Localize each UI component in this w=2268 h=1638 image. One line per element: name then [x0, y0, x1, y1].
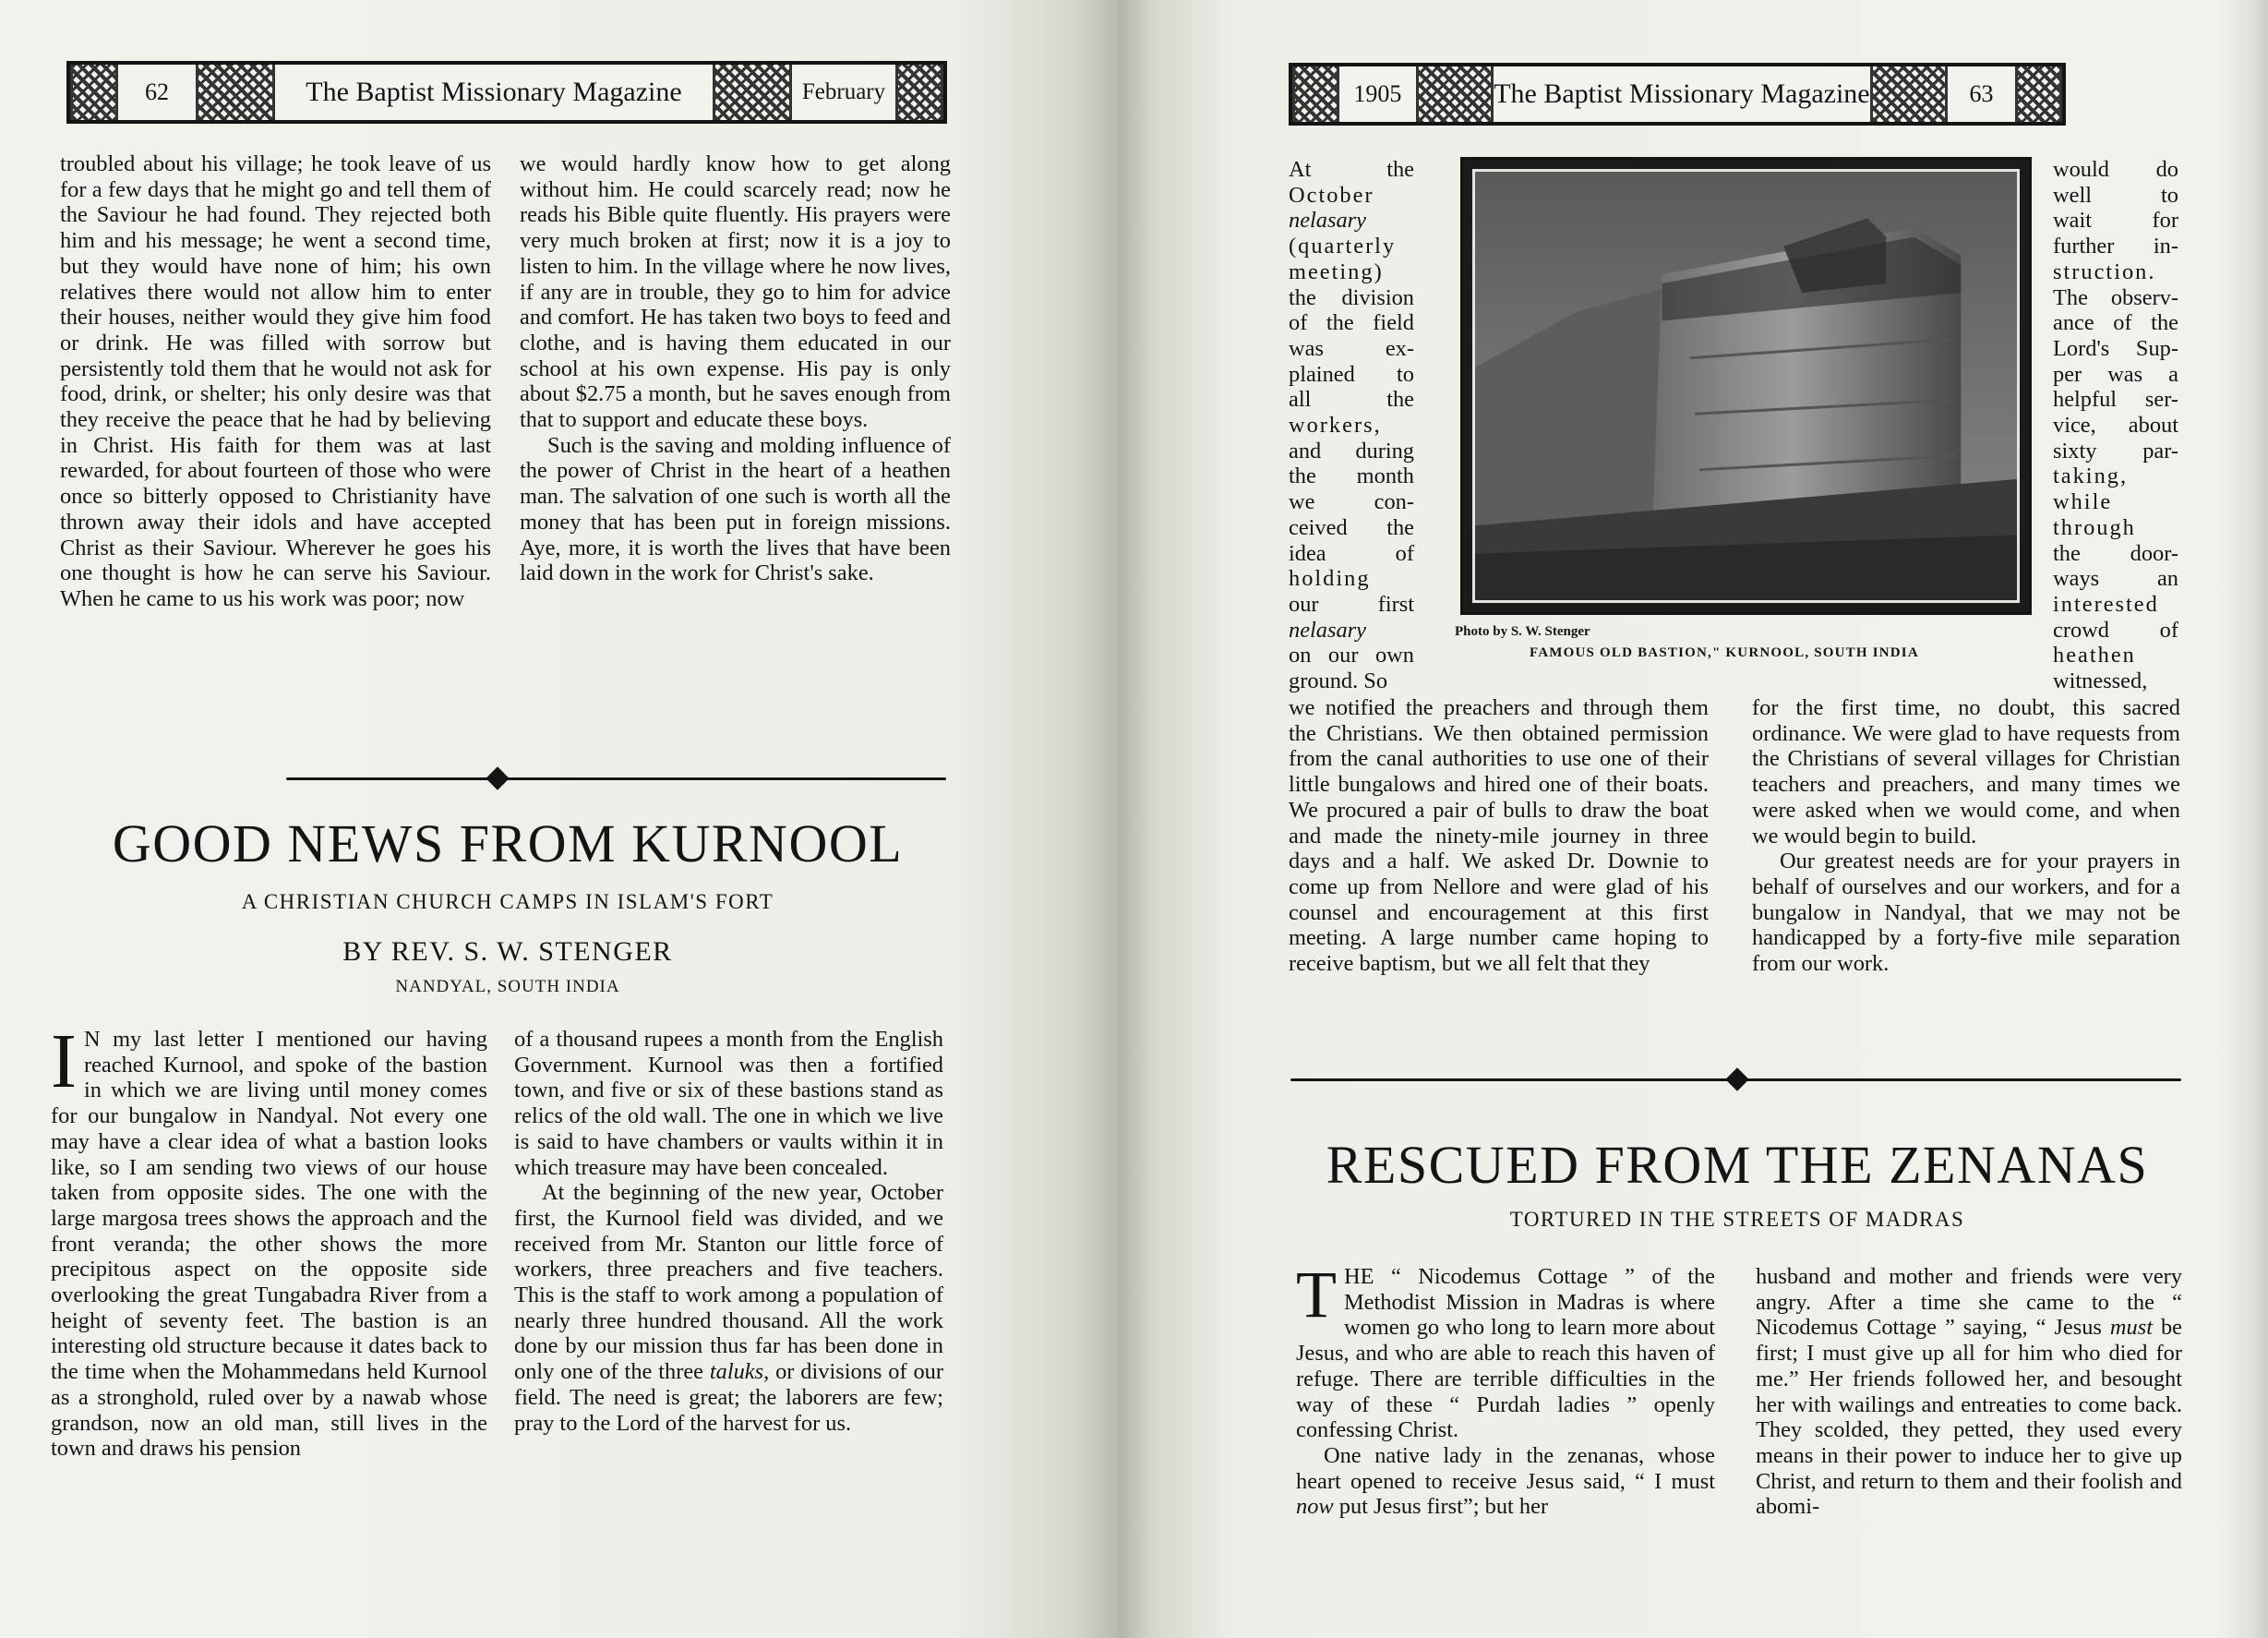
italic-term: must [2109, 1315, 2153, 1341]
bastion-photo-image [1475, 172, 2017, 600]
text-line: heathen [2053, 643, 2136, 668]
text-line: interested [2053, 591, 2159, 617]
magazine-title: The Baptist Missionary Magazine [306, 77, 682, 107]
text-line: ground. So [1289, 668, 1388, 694]
article-title: GOOD NEWS FROM KURNOOL [112, 813, 904, 873]
article-subtitle: TORTURED IN THE STREETS OF MADRAS [1509, 1208, 1965, 1231]
paragraph [1296, 1258, 1715, 1443]
paragraph [514, 1180, 943, 1436]
text-line: the month [1289, 464, 1414, 489]
text-line: would do [2053, 157, 2178, 182]
text-line: struction. [2053, 259, 2156, 284]
column-2 [1752, 695, 2180, 977]
text-line: all the [1289, 387, 1414, 413]
text-line: of the field [1289, 310, 1414, 336]
paragraph: Such is the saving and molding influence of the power of Christ in the heart of a heathen man. The salvation of one such is worth all the money that has been put in foreign missions. Aye, more, it is worth the lives that have been laid down in the work for Christ's sake. [520, 432, 951, 586]
paragraph: for the first time, no doubt, this sacred ordinance. We were glad to have requests from the Christians of several villages for Christian teachers and preachers, and many times we were asked when we would come, and when we would begin to build. [1752, 695, 2180, 849]
text-line: ways an [2053, 566, 2178, 592]
paragraph: of a thousand rupees a month from the English Government. Kurnool was then a fortified town, and five or six of these bastions stand as relics of the old wall. The one in which we live is said to have chambers or vaults within it in which treasure may have been concealed. [514, 1027, 943, 1180]
header-ornament [1292, 66, 1339, 122]
header-ornament [1870, 66, 1949, 122]
italic-term: now [1296, 1494, 1334, 1520]
text-line: meeting) [1289, 259, 1384, 284]
continued-column-2 [520, 151, 951, 586]
header-month: February [801, 79, 886, 104]
paragraph [51, 1018, 487, 1462]
article-column-2 [514, 1027, 943, 1436]
text-line: the division [1289, 284, 1414, 310]
text-line: holding [1289, 566, 1371, 592]
paragraph-text: N my last letter I mentioned our having reached Kurnool, and spoke of the bastion in which we are living until money comes for our bungalow in Nandyal. Not every one may have a clear idea of what a bastion looks like, so I am sending two views of our house taken from opposite sides. The one with the large margosa trees shows the approach and the front veranda; the other shows the more precipitous aspect on the opposite side overlooking the great Tungabadra River from a height of seventy feet. The bastion is an interesting old structure because it dates back to the time when the Mohammedans held Kurnool as a stronghold, ruled over by a nawab whose grandson, now an old man, still lives in the town and draws his pension [51, 1027, 487, 1462]
text-line: well to [2053, 182, 2178, 208]
text-line: ance of the [2053, 310, 2178, 336]
column-1 [1289, 695, 1709, 977]
text-line: and during [1289, 438, 1414, 464]
header-ornament [895, 65, 943, 120]
wrap-column-left [1289, 157, 1414, 694]
page-number: 62 [145, 78, 169, 105]
text-line: helpful ser- [2053, 387, 2178, 413]
header-ornament [713, 65, 792, 120]
paragraph [1756, 1264, 2182, 1520]
paragraph-text: husband and mother and friends were very angry. After a time she came to the “ Nicodemus Cottage ” saying, “ Jesus [1756, 1264, 2182, 1341]
text-line: through [2053, 514, 2136, 540]
paragraph-text: At the beginning of the new year, October first, the Kurnool field was divided, and we received from Mr. Stanton our little force of workers, three preachers and five teachers. This is the staff to work among a population of nearly three hundred thousand. All the work done by our mission thus far has been done in only one of the three [514, 1180, 943, 1385]
wrap-column-right [2053, 157, 2178, 694]
text-line: The observ- [2053, 284, 2178, 310]
byline: BY REV. S. W. STENGER [342, 936, 673, 967]
page-number: 63 [1969, 80, 1994, 107]
paragraph [1296, 1443, 1715, 1520]
running-header [1289, 63, 2066, 126]
text-line: ceived the [1289, 514, 1414, 540]
header-ornament [2015, 66, 2062, 122]
text-line: sixty par- [2053, 438, 2178, 464]
paragraph-text: put Jesus first”; but her [1333, 1494, 1549, 1520]
page-edge [2222, 0, 2268, 1638]
text-line: At the [1289, 157, 1414, 182]
article-title: RESCUED FROM THE ZENANAS [1326, 1135, 2149, 1195]
photo-image [1472, 169, 2020, 603]
text-line: workers, [1289, 413, 1382, 439]
text-line: on our own [1289, 643, 1414, 668]
drop-cap: T [1296, 1258, 1337, 1331]
paragraph: troubled about his village; he took leave of us for a few days that he might go and tell them of the Saviour he had found. They rejected both him and his message; he went a second time, but they would have none of him; his own relatives there would not allow him to enter their houses, neither would they give him food or drink. He was filled with sorrow but persistently told them that he would not ask for food, drink, or shelter; his only desire was that they receive the peace that he had by believing in Christ. His faith for them was at last rewarded, for about fourteen of those who were once so bitterly opposed to Christianity have thrown away their idols and have accepted Christ as their Saviour. Wherever he goes his one thought is how he can serve his Saviour. When he came to us his work was poor; now [60, 151, 491, 611]
article-subtitle: A CHRISTIAN CHURCH CAMPS IN ISLAM'S FORT [241, 890, 774, 913]
paragraph-text: One native lady in the zenanas, whose heart opened to receive Jesus said, “ I must [1296, 1442, 1715, 1494]
divider-ornament [1725, 1067, 1748, 1090]
photo-credit: Photo by S. W. Stenger [1455, 624, 1590, 639]
header-ornament [1416, 66, 1494, 122]
text-line: we con- [1289, 489, 1414, 515]
running-header [66, 61, 947, 124]
article-column-1 [51, 1018, 487, 1462]
text-line: witnessed, [2053, 668, 2148, 694]
italic-term: taluks [709, 1359, 764, 1385]
paragraph-text: be first; I must give up all for him who died for me.” Her friends followed her, and besought her with wailings and entreaties to come back. They scolded, they petted, they used every means in their power to induce her to give up Christ, and return to them and their foolish and abomi- [1756, 1315, 2183, 1520]
text-line: our first [1289, 591, 1414, 617]
paragraph: we would hardly know how to get along without him. He could scarcely read; now he reads his Bible quite fluently. His prayers were very much broken at first; now it is a joy to listen to him. In the village where he now lives, if any are in trouble, they go to him for advice and comfort. He has taken two boys to feed and clothe, and is having them educated in our school at his own expense. His pay is only about $2.75 a month, but he saves enough from that to support and educate these boys. [520, 151, 951, 433]
text-line: October [1289, 182, 1374, 208]
text-line: was ex- [1289, 335, 1414, 361]
text-line: wait for [2053, 208, 2178, 234]
article-column-1 [1296, 1258, 1715, 1520]
right-page [1119, 0, 2268, 1638]
header-ornament [70, 65, 118, 120]
text-line: nelasary [1289, 208, 1366, 234]
article-column-2 [1756, 1264, 2182, 1520]
text-line: the door- [2053, 540, 2178, 566]
continued-column-1 [60, 151, 491, 612]
section-divider [286, 777, 946, 780]
paragraph-text: , or divisions of our field. The need is great; the laborers are few; pray to the Lord of the harvest for us. [514, 1359, 943, 1436]
text-line: while [2053, 489, 2113, 515]
paragraph: we notified the preachers and through them the Christians. We then obtained permission from the canal authorities to use one of their little bungalows and hired one of their boats. We procured a pair of bulls to draw the boat and made the ninety-mile journey in three days and a half. We asked Dr. Downie to come up from Nellore and were glad of his counsel and encouragement at this first meeting. A large number came hoping to receive baptism, but we all felt that they [1289, 695, 1709, 977]
text-line: (quarterly [1289, 234, 1397, 259]
drop-cap: I [51, 1018, 77, 1104]
paragraph: Our greatest needs are for your prayers in behalf of ourselves and our workers, and for a bungalow in Nandyal, that we may not be handicapped by a forty-five mile separation from our work. [1752, 849, 2180, 977]
text-line: vice, about [2053, 413, 2178, 439]
text-line: plained to [1289, 361, 1414, 387]
text-line: crowd of [2053, 617, 2178, 643]
text-line: nelasary [1289, 617, 1366, 643]
text-line: Lord's Sup- [2053, 335, 2178, 361]
text-line: idea of [1289, 540, 1414, 566]
text-line: taking, [2053, 464, 2129, 489]
magazine-title: The Baptist Missionary Magazine [1494, 78, 1870, 109]
paragraph-text: HE “ Nicodemus Cottage ” of the Methodist Mission in Madras is where women go who long to learn more about Jesus, and who are able to reach this haven of refuge. There are terrible difficulties in the way of these “ Purdah ladies ” openly confessing Christ. [1296, 1264, 1715, 1443]
dateline: NANDYAL, SOUTH INDIA [395, 977, 620, 996]
left-page [0, 0, 1119, 1638]
bastion-photo [1460, 157, 2032, 615]
photo-caption: FAMOUS OLD BASTION," KURNOOL, SOUTH INDIA [1530, 645, 1919, 660]
header-year: 1905 [1353, 80, 1402, 107]
divider-ornament [486, 766, 509, 789]
text-line: further in- [2053, 234, 2178, 259]
header-ornament [196, 65, 275, 120]
text-line: per was a [2053, 361, 2178, 387]
